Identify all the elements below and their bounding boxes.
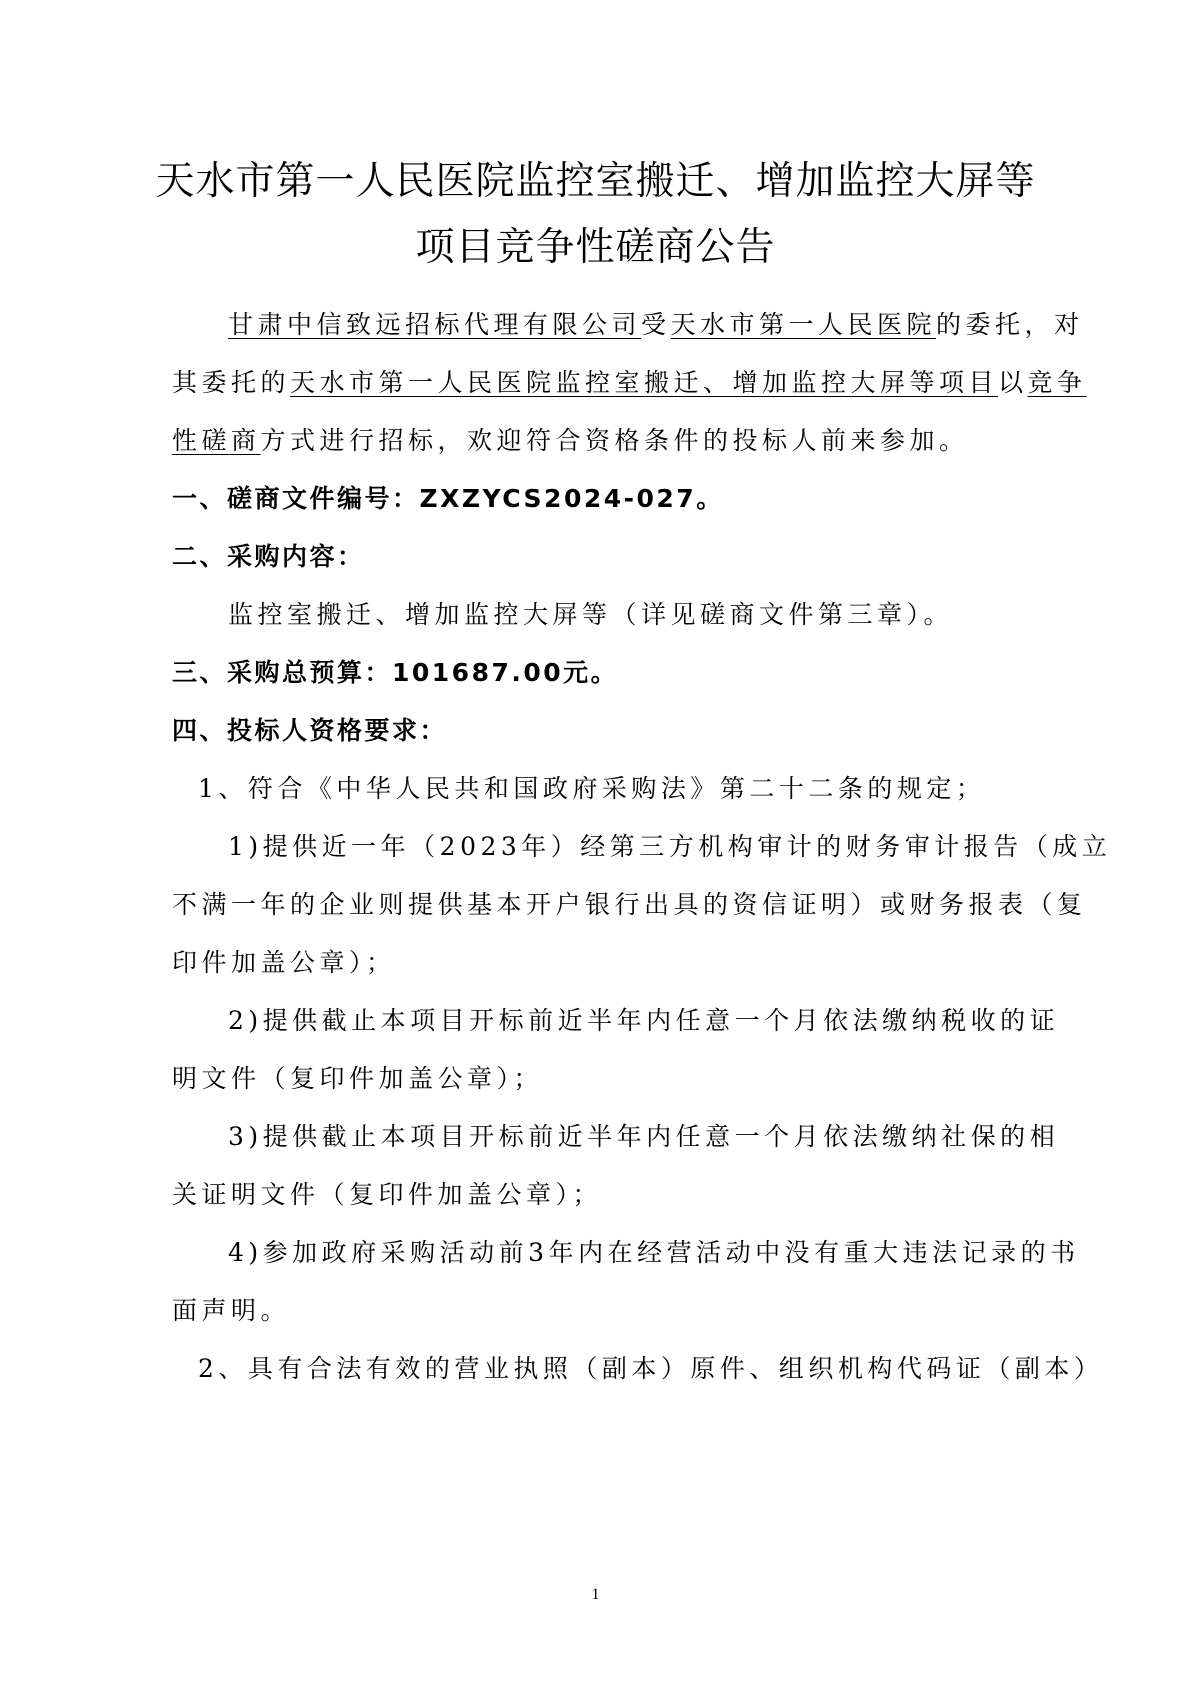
section-heading-document-number: 一、磋商文件编号：ZXZYCS2024-027。 (172, 484, 724, 513)
intro-text: 其委托的 (172, 368, 291, 397)
section-heading-budget: 三、采购总预算：101687.00元。 (172, 658, 619, 687)
agency-name: 甘肃中信致远招标代理有限公司 (228, 310, 642, 339)
page-number: 1 (591, 1586, 600, 1603)
requirement-1-2-line-1: 2)提供截止本项目开标前近半年内任意一个月依法缴纳税收的证 (228, 1006, 1060, 1035)
requirement-1-1-line-3: 印件加盖公章）； (172, 948, 396, 977)
intro-paragraph-line-1 (228, 308, 1088, 342)
client-name: 天水市第一人民医院 (670, 310, 937, 339)
project-name: 天水市第一人民医院监控室搬迁、增加监控大屏等项目 (290, 368, 999, 397)
requirement-1-4-line-2: 面声明。 (172, 1296, 291, 1325)
procurement-method: 竞争 (1027, 368, 1087, 397)
procurement-content-text: 监控室搬迁、增加监控大屏等（详见磋商文件第三章）。 (228, 600, 954, 629)
section-heading-procurement-content: 二、采购内容： (172, 542, 365, 571)
requirement-1-3-line-1: 3)提供截止本项目开标前近半年内任意一个月依法缴纳社保的相 (228, 1122, 1060, 1151)
procurement-method: 性磋商 (172, 426, 261, 455)
intro-text: 以 (998, 368, 1028, 397)
requirement-1-3-line-2: 关证明文件（复印件加盖公章）； (172, 1180, 603, 1209)
intro-text: 方式进行招标，欢迎符合资格条件的投标人前来参加。 (260, 426, 969, 455)
intro-paragraph-line-2 (172, 366, 1087, 400)
intro-text: 受 (641, 310, 671, 339)
document-title-line-1: 天水市第一人民医院监控室搬迁、增加监控大屏等 (155, 159, 1036, 204)
requirement-1-4-line-1: 4)参加政府采购活动前3年内在经营活动中没有重大违法记录的书 (228, 1238, 1080, 1267)
document-title-line-2: 项目竞争性磋商公告 (415, 225, 776, 270)
section-heading-qualifications: 四、投标人资格要求： (172, 716, 448, 745)
requirement-1-2-line-2: 明文件（复印件加盖公章）； (172, 1064, 544, 1093)
requirement-1-1-line-2: 不满一年的企业则提供基本开户银行出具的资信证明）或财务报表（复 (172, 890, 1087, 919)
intro-paragraph-line-3 (172, 424, 1032, 458)
intro-text: 的委托，对 (936, 310, 1084, 339)
requirement-1: 1、符合《中华人民共和国政府采购法》第二十二条的规定； (198, 774, 986, 803)
requirement-2-line-1: 2、具有合法有效的营业执照（副本）原件、组织机构代码证（副本） (198, 1354, 1104, 1383)
requirement-1-1-line-1: 1)提供近一年（2023年）经第三方机构审计的财务审计报告（成立 (228, 832, 1112, 861)
